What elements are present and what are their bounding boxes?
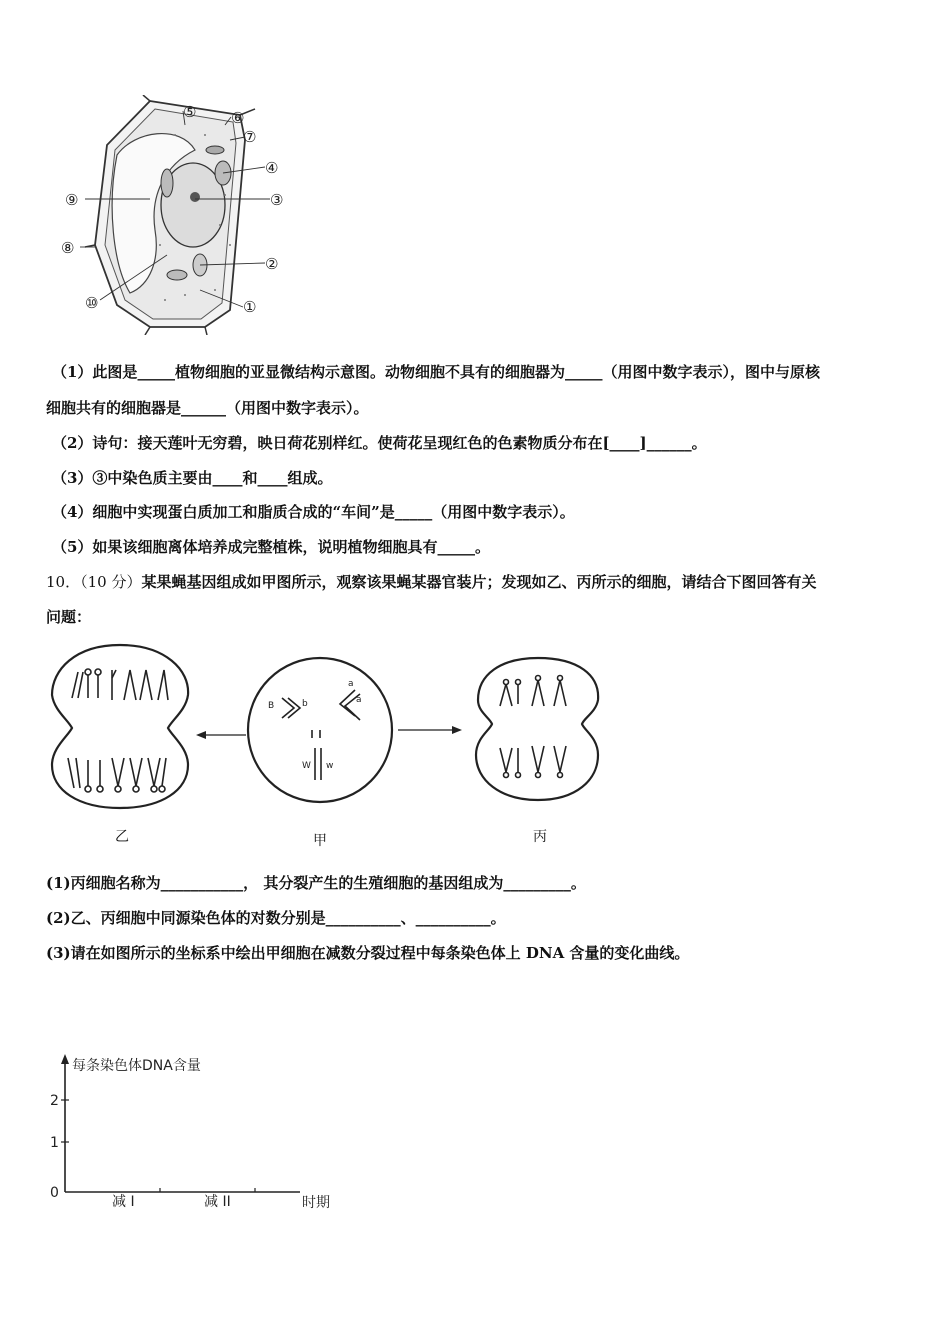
x-tick-meiosis-1: 减 I xyxy=(112,1194,135,1210)
label-jia: 甲 xyxy=(313,833,327,849)
question-10-text: 某果蝇基因组成如甲图所示，观察该果蝇某器官装片；发现如乙、丙所示的细胞，请结合下图回答有关 xyxy=(141,573,817,591)
question-cell-3: （3）③中染色质主要由____和____组成。 xyxy=(52,469,333,487)
x-axis-label: 时期 xyxy=(302,1195,330,1211)
label-8: ⑧ xyxy=(61,239,75,257)
label-5: ⑤ xyxy=(183,103,197,121)
label-7: ⑦ xyxy=(243,128,257,146)
gene-A: a xyxy=(348,679,354,689)
gene-B: B xyxy=(268,701,275,711)
label-9: ⑨ xyxy=(65,191,79,209)
question-cell-2: （2）诗句：接天莲叶无穷碧，映日荷花别样红。使荷花呈现红色的色素物质分布在[____]______。 xyxy=(52,434,707,452)
x-tick-meiosis-2: 减 II xyxy=(204,1194,231,1210)
label-10: ⑩ xyxy=(85,294,99,312)
label-2: ② xyxy=(265,255,279,273)
question-10-stem xyxy=(46,572,816,592)
label-3: ③ xyxy=(270,191,284,209)
plant-cell-diagram xyxy=(55,95,300,335)
question-cell-1a: （1）此图是_____植物细胞的亚显微结构示意图。动物细胞不具有的细胞器为_____（用图中数字表示），图中与原核 xyxy=(52,363,820,381)
subquestion-3: (3)请在如图所示的坐标系中绘出甲细胞在减数分裂过程中每条染色体上 DNA 含量的变化曲线。 xyxy=(46,944,690,962)
division-cells-diagram xyxy=(50,640,620,815)
dna-content-graph xyxy=(40,1050,360,1220)
question-10-number: 10．（10 分） xyxy=(46,573,142,591)
y-axis-label: 每条染色体DNA含量 xyxy=(72,1058,201,1074)
question-cell-4: （4）细胞中实现蛋白质加工和脂质合成的“车间”是_____（用图中数字表示）。 xyxy=(52,503,575,521)
question-10-stem-2: 问题： xyxy=(46,608,92,626)
y-tick-1: 1 xyxy=(50,1135,59,1151)
gene-w: w xyxy=(326,761,334,771)
question-cell-5: （5）如果该细胞离体培养成完整植株，说明植物细胞具有_____。 xyxy=(52,538,490,556)
gene-a: a xyxy=(356,695,362,705)
origin-label: 0 xyxy=(50,1185,59,1201)
label-6: ⑥ xyxy=(231,109,245,127)
gene-b: b xyxy=(302,699,308,709)
subquestion-2: (2)乙、丙细胞中同源染色体的对数分别是__________、__________。 xyxy=(46,909,506,927)
subquestion-1: (1)丙细胞名称为___________， 其分裂产生的生殖细胞的基因组成为_________。 xyxy=(46,874,586,892)
gene-W: W xyxy=(302,761,311,771)
label-1: ① xyxy=(243,298,257,316)
label-bing: 丙 xyxy=(533,829,547,845)
label-4: ④ xyxy=(265,159,279,177)
y-tick-2: 2 xyxy=(50,1093,59,1109)
question-cell-1b: 细胞共有的细胞器是______（用图中数字表示）。 xyxy=(46,399,369,417)
label-yi: 乙 xyxy=(115,829,129,845)
